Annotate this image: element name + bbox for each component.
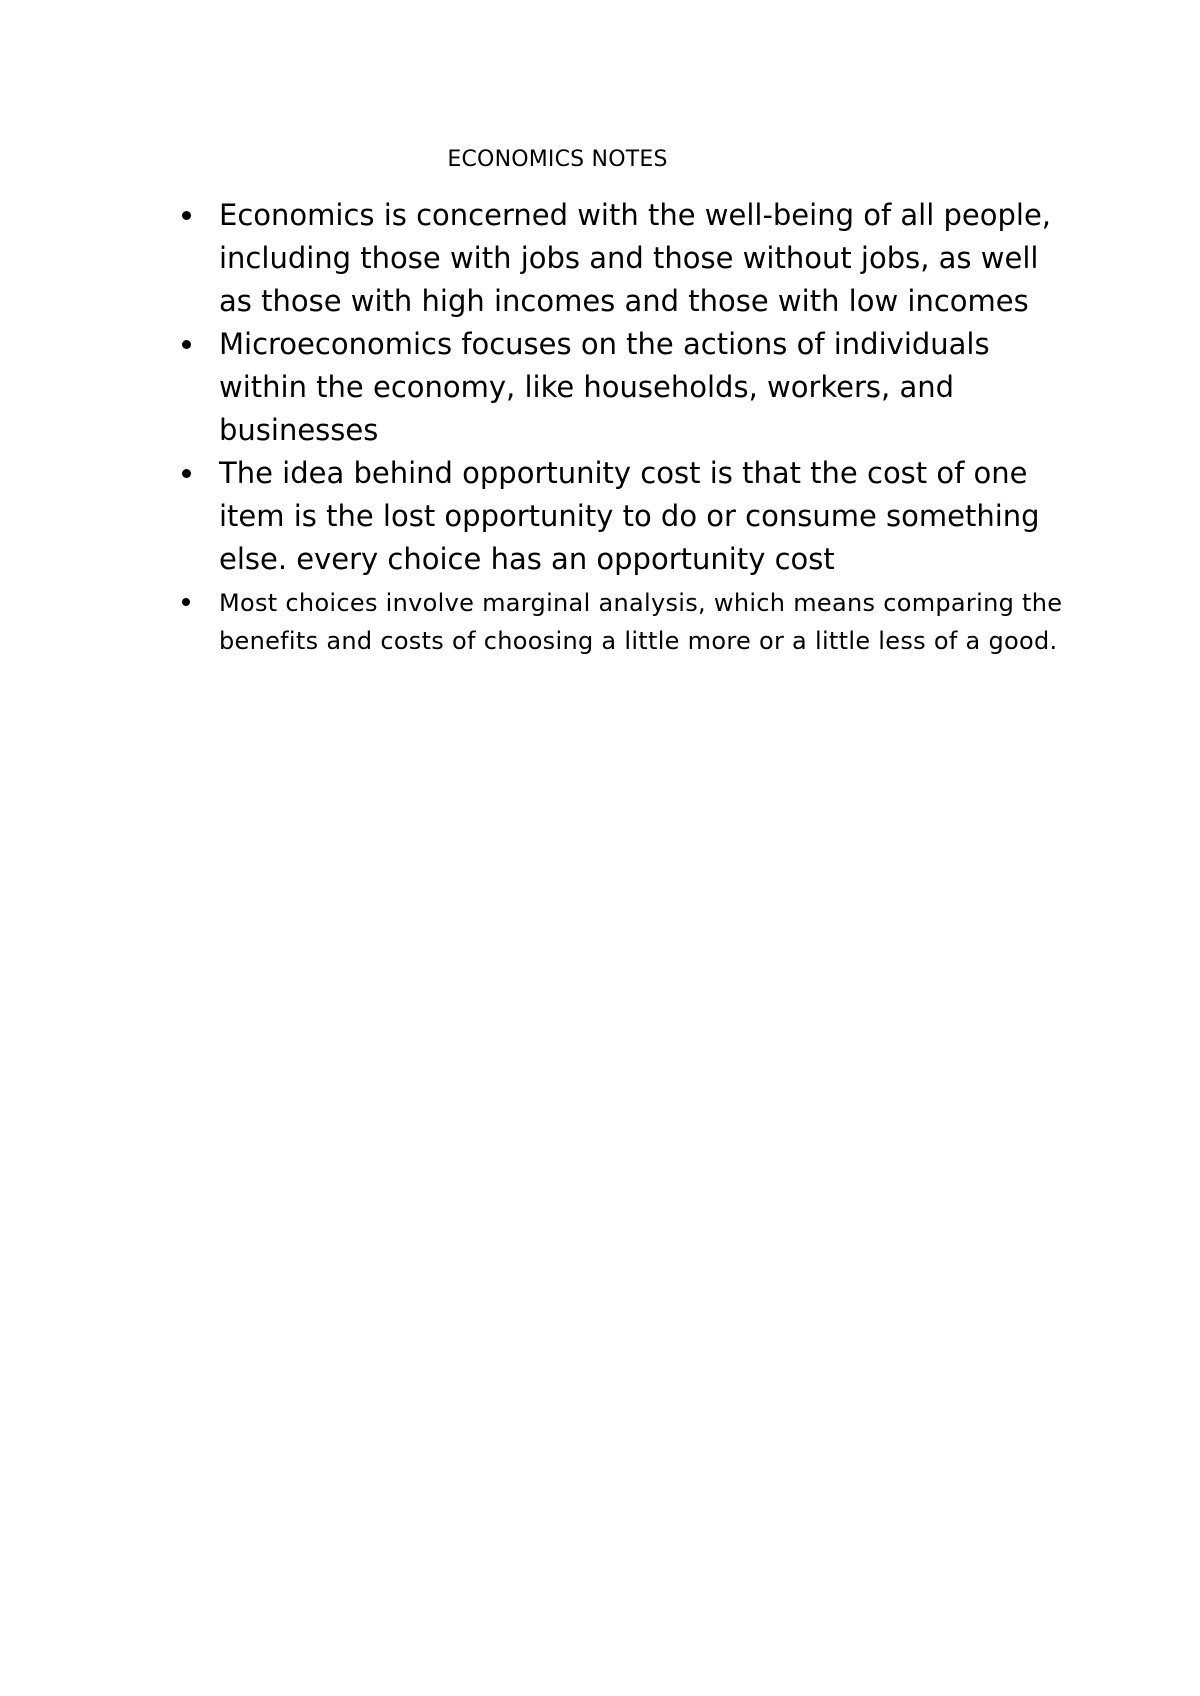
document-title: ECONOMICS NOTES	[447, 147, 668, 172]
list-item	[178, 194, 1078, 323]
bullet-icon	[182, 340, 191, 349]
list-item	[178, 323, 1078, 452]
note-text: Economics is concerned with the well-being of all people, including those with jobs and those without jobs, as well as those with high incomes and those with low incomes	[219, 198, 1052, 318]
bullet-icon	[182, 598, 190, 606]
note-text: Most choices involve marginal analysis, which means comparing the benefits and costs of choosing a little more or a little less of a good.	[219, 589, 1063, 655]
notes-list	[178, 194, 1078, 660]
list-item	[178, 584, 1078, 660]
note-text: Microeconomics focuses on the actions of individuals within the economy, like households, workers, and businesses	[219, 327, 990, 447]
bullet-icon	[182, 211, 191, 220]
note-text: The idea behind opportunity cost is that the cost of one item is the lost opportunity to do or consume something else. every choice has an opportunity cost	[219, 456, 1040, 576]
list-item	[178, 452, 1078, 581]
bullet-icon	[182, 469, 191, 478]
